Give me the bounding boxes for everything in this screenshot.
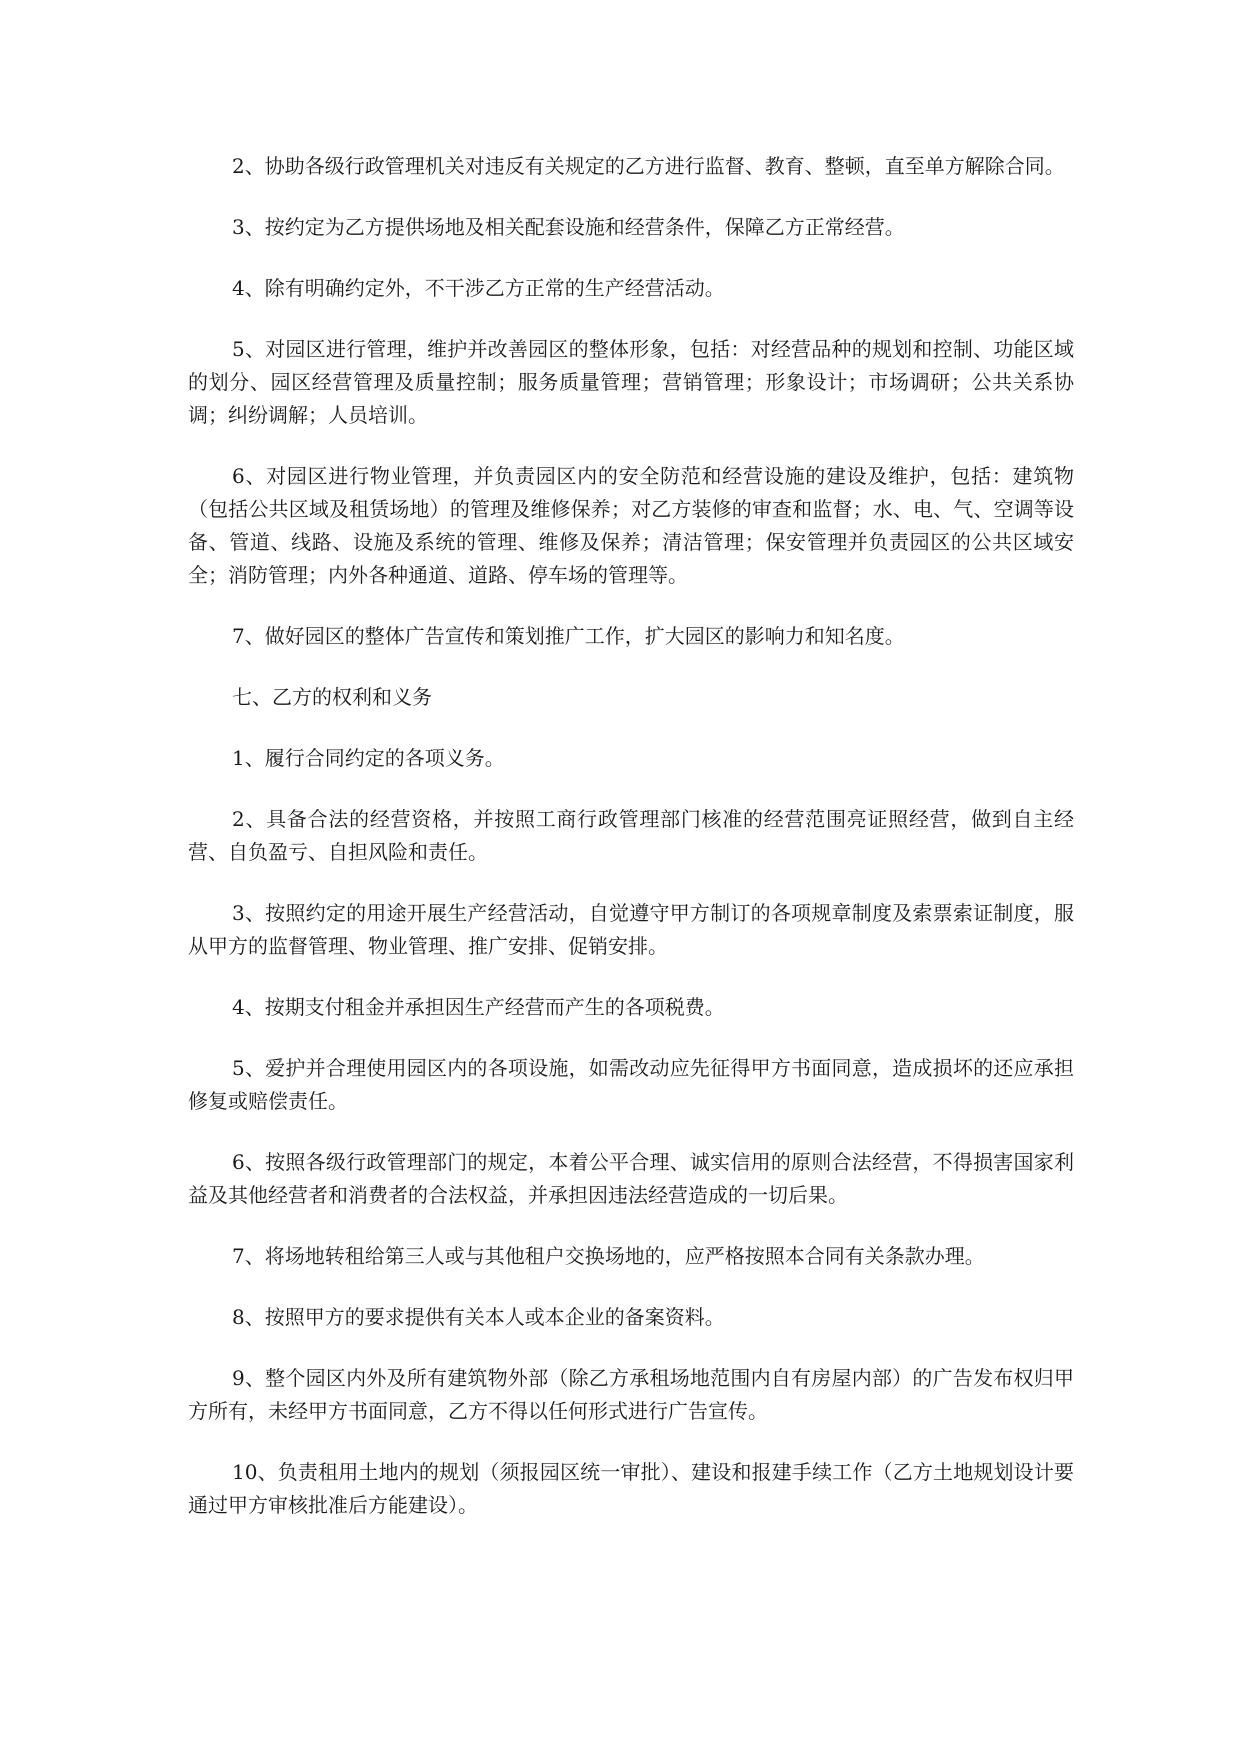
paragraph-obligation-6: 6、对园区进行物业管理，并负责园区内的安全防范和经营设施的建设及维护，包括：建筑物（包括公共区域及租赁场地）的管理及维修保养；对乙方装修的审查和监督；水、电、气、空调等设备、管道、线路、设施及系统的管理、维修及保养；清洁管理；保安管理并负责园区的公共区域安全；消防管理；内外各种通道、道路、停车场的管理等。	[188, 464, 1074, 587]
paragraph-obligation-3: 3、按约定为乙方提供场地及相关配套设施和经营条件，保障乙方正常经营。	[232, 215, 905, 239]
paragraph-party-b-9: 9、整个园区内外及所有建筑物外部（除乙方承租场地范围内自有房屋内部）的广告发布权归甲方所有，未经甲方书面同意，乙方不得以任何形式进行广告宣传。	[188, 1366, 1074, 1423]
paragraph-obligation-2: 2、协助各级行政管理机关对违反有关规定的乙方进行监督、教育、整顿，直至单方解除合同。	[232, 154, 1065, 178]
paragraph-party-b-4: 4、按期支付租金并承担因生产经营而产生的各项税费。	[232, 995, 725, 1019]
paragraph-party-b-2: 2、具备合法的经营资格，并按照工商行政管理部门核准的经营范围亮证照经营，做到自主经营、自负盈亏、自担风险和责任。	[188, 807, 1074, 864]
paragraph-obligation-7: 7、做好园区的整体广告宣传和策划推广工作，扩大园区的影响力和知名度。	[232, 624, 905, 648]
paragraph-party-b-5: 5、爱护并合理使用园区内的各项设施，如需改动应先征得甲方书面同意，造成损坏的还应承担修复或赔偿责任。	[188, 1056, 1074, 1113]
document-body	[188, 150, 1074, 1550]
paragraph-party-b-8: 8、按照甲方的要求提供有关本人或本企业的备案资料。	[232, 1305, 725, 1329]
section-heading-party-b: 七、乙方的权利和义务	[232, 685, 432, 709]
paragraph-party-b-1: 1、履行合同约定的各项义务。	[232, 746, 505, 770]
paragraph-obligation-5: 5、对园区进行管理，维护并改善园区的整体形象，包括：对经营品种的规划和控制、功能区域的划分、园区经营管理及质量控制；服务质量管理；营销管理；形象设计；市场调研；公共关系协调；纠纷调解；人员培训。	[188, 337, 1074, 427]
paragraph-obligation-4: 4、除有明确约定外，不干涉乙方正常的生产经营活动。	[232, 276, 725, 300]
paragraph-party-b-6: 6、按照各级行政管理部门的规定，本着公平合理、诚实信用的原则合法经营，不得损害国家利益及其他经营者和消费者的合法权益，并承担因违法经营造成的一切后果。	[188, 1150, 1074, 1207]
paragraph-party-b-3: 3、按照约定的用途开展生产经营活动，自觉遵守甲方制订的各项规章制度及索票索证制度，服从甲方的监督管理、物业管理、推广安排、促销安排。	[188, 901, 1074, 958]
paragraph-party-b-7: 7、将场地转租给第三人或与其他租户交换场地的，应严格按照本合同有关条款办理。	[232, 1244, 985, 1268]
paragraph-party-b-10: 10、负责租用土地内的规划（须报园区统一审批）、建设和报建手续工作（乙方土地规划设计要通过甲方审核批准后方能建设）。	[188, 1460, 1074, 1517]
